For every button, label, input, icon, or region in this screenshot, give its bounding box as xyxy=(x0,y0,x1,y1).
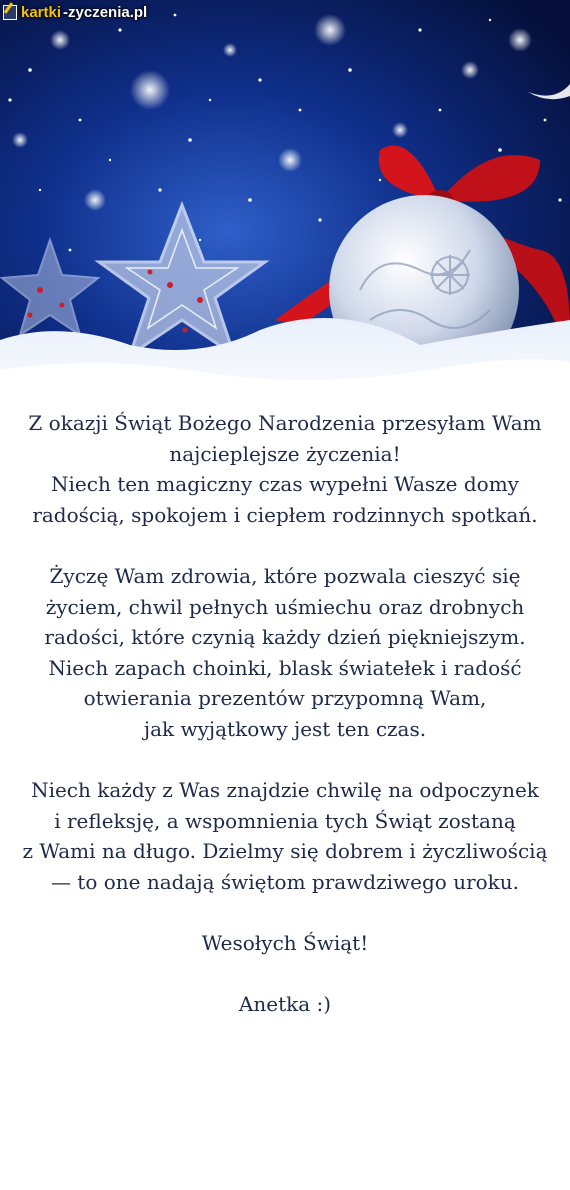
message-line: Niech każdy z Was znajdzie chwilę na odpoczynek xyxy=(31,778,539,803)
message-line: najcieplejsze życzenia! xyxy=(169,441,401,466)
message-line: otwierania prezentów przypomną Wam, xyxy=(83,686,487,711)
message-line: Niech zapach choinki, blask światełek i radość xyxy=(48,655,522,680)
logo-text-part2: -zyczenia.pl xyxy=(63,4,148,21)
message-line: — to one nadają świętom prawdziwego uroku. xyxy=(50,869,520,894)
message-line: Niech ten magiczny czas wypełni Wasze domy xyxy=(51,472,519,497)
site-logo[interactable] xyxy=(3,4,147,21)
paragraph-spacer xyxy=(20,959,550,990)
message-line: Z okazji Świąt Bożego Narodzenia przesyłam Wam xyxy=(28,411,542,435)
greeting-message xyxy=(20,408,550,1020)
message-line: życiem, chwil pełnych uśmiechu oraz drobnych xyxy=(45,594,525,619)
message-line: z Wami na długo. Dzielmy się dobrem i życzliwością xyxy=(22,839,548,864)
paragraph-spacer xyxy=(20,745,550,776)
signature: Anetka :) xyxy=(238,992,332,1017)
message-line: i refleksję, a wspomnienia tych Świąt zostaną xyxy=(54,808,516,833)
pen-icon xyxy=(3,5,17,20)
message-line: radości, które czynią każdy dzień piękniejszym. xyxy=(44,625,526,650)
message-line: Życzę Wam zdrowia, które pozwala cieszyć się xyxy=(49,563,521,588)
message-line: radością, spokojem i ciepłem rodzinnych spotkań. xyxy=(32,502,538,527)
paragraph-spacer xyxy=(20,898,550,929)
logo-text-part1: kartki xyxy=(21,4,62,21)
message-line: jak wyjątkowy jest ten czas. xyxy=(143,716,427,741)
christmas-scene-image xyxy=(0,0,570,420)
greeting-closing: Wesołych Świąt! xyxy=(201,931,369,956)
paragraph-spacer xyxy=(20,530,550,561)
